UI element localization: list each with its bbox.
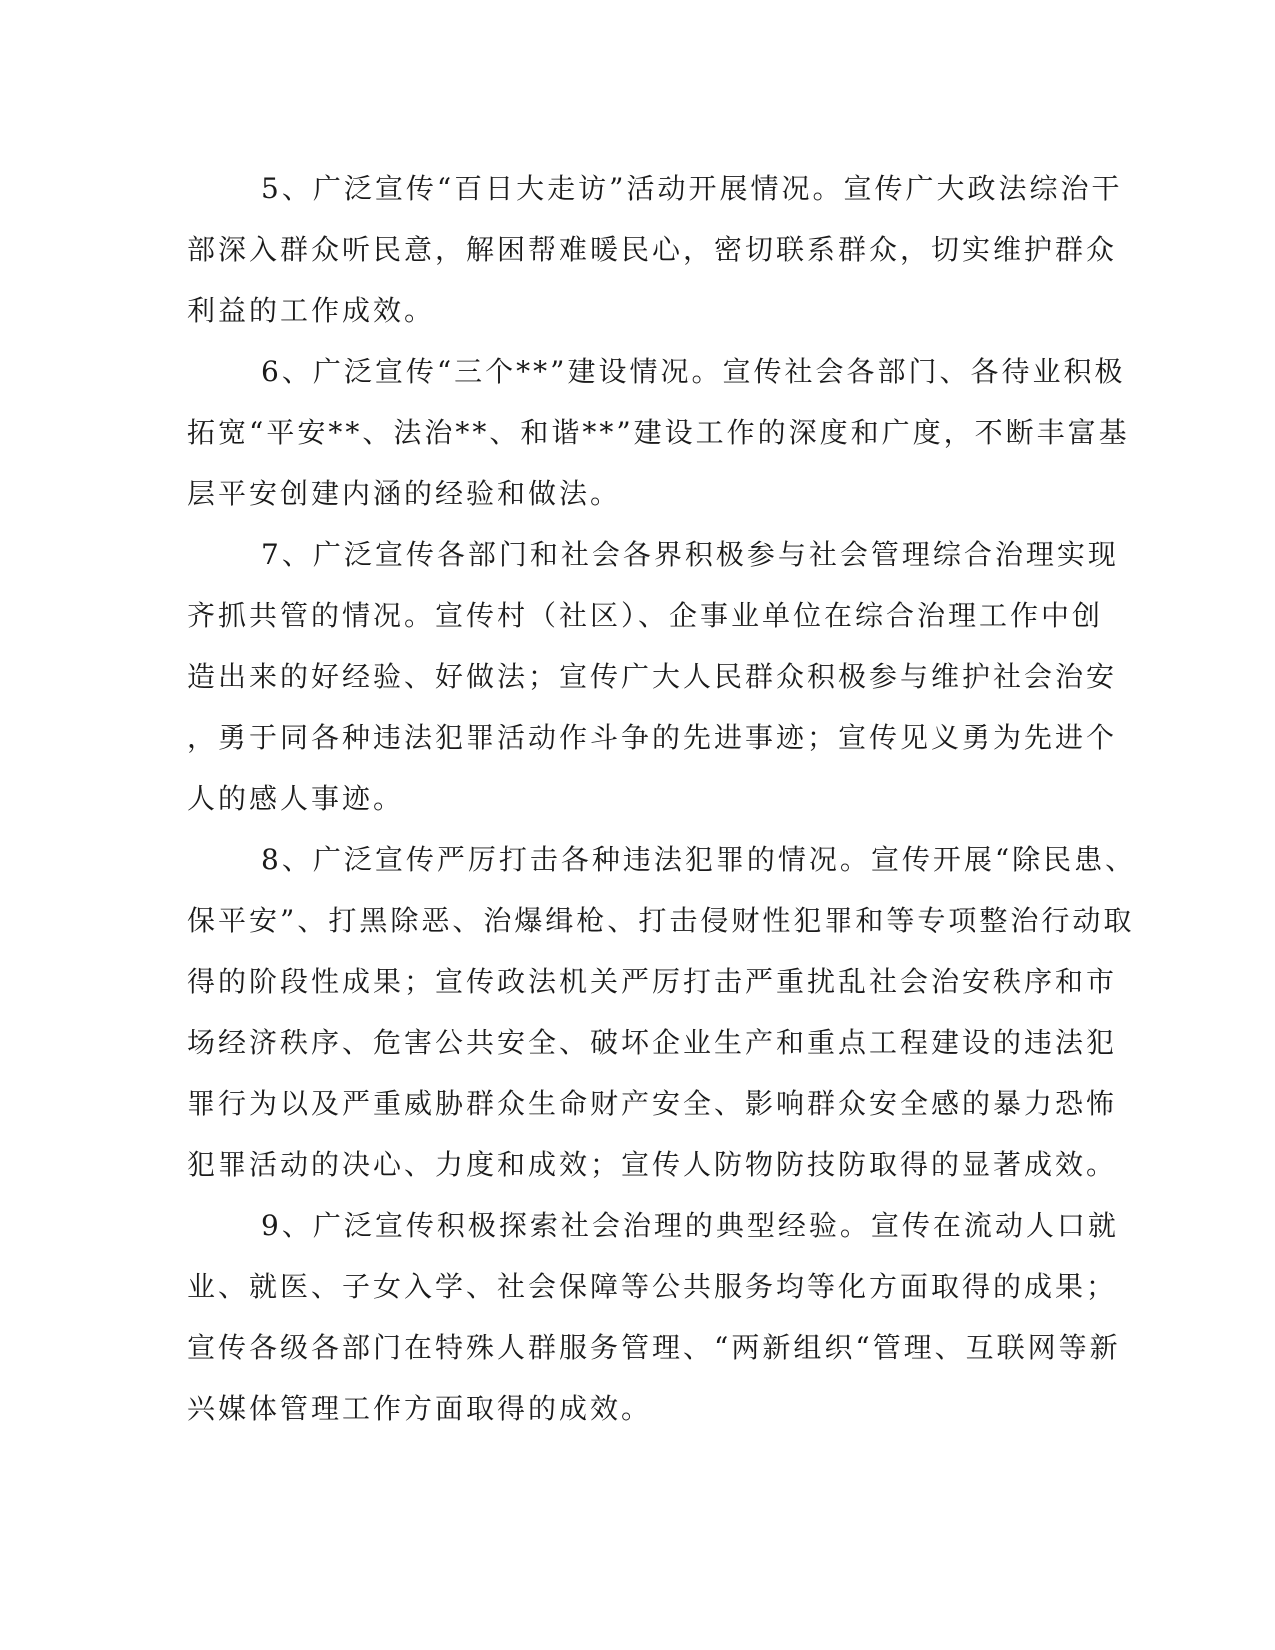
paragraph-line: 6、广泛宣传“三个**”建设情况。宣传社会各部门、各待业积极 bbox=[261, 355, 1126, 388]
paragraph-line: 罪行为以及严重威胁群众生命财产安全、影响群众安全感的暴力恐怖 bbox=[187, 1087, 1118, 1120]
paragraph-line: 犯罪活动的决心、力度和成效；宣传人防物防技防取得的显著成效。 bbox=[187, 1148, 1118, 1181]
paragraph-line: 8、广泛宣传严厉打击各种违法犯罪的情况。宣传开展“除民患、 bbox=[261, 843, 1137, 876]
paragraph-line: 拓宽“平安**、法治**、和谐**”建设工作的深度和广度，不断丰富基 bbox=[187, 416, 1130, 449]
paragraph-5 bbox=[187, 158, 1123, 341]
paragraph-line: 9、广泛宣传积极探索社会治理的典型经验。宣传在流动人口就 bbox=[261, 1209, 1119, 1242]
paragraph-line: 人的感人事迹。 bbox=[187, 782, 405, 815]
paragraph-7 bbox=[187, 524, 1119, 829]
paragraph-line: 7、广泛宣传各部门和社会各界积极参与社会管理综合治理实现 bbox=[261, 538, 1119, 571]
paragraph-line: 业、就医、子女入学、社会保障等公共服务均等化方面取得的成果； bbox=[187, 1270, 1118, 1303]
paragraph-line: 保平安”、打黑除恶、治爆缉枪、打击侵财性犯罪和等专项整治行动取 bbox=[187, 904, 1135, 937]
paragraph-line: ，勇于同各种违法犯罪活动作斗争的先进事迹；宣传见义勇为先进个 bbox=[187, 721, 1118, 754]
paragraph-line: 得的阶段性成果；宣传政法机关严厉打击严重扰乱社会治安秩序和市 bbox=[187, 965, 1118, 998]
paragraph-line: 场经济秩序、危害公共安全、破坏企业生产和重点工程建设的违法犯 bbox=[187, 1026, 1118, 1059]
paragraph-line: 5、广泛宣传“百日大走访”活动开展情况。宣传广大政法综治干 bbox=[261, 172, 1123, 205]
document-body bbox=[187, 158, 1137, 1439]
paragraph-line: 层平安创建内涵的经验和做法。 bbox=[187, 477, 622, 510]
paragraph-line: 齐抓共管的情况。宣传村（社区）、企事业单位在综合治理工作中创 bbox=[187, 599, 1104, 632]
paragraph-6 bbox=[187, 341, 1130, 524]
paragraph-line: 宣传各级各部门在特殊人群服务管理、“两新组织“管理、互联网等新 bbox=[187, 1331, 1121, 1364]
paragraph-line: 利益的工作成效。 bbox=[187, 294, 436, 327]
paragraph-line: 造出来的好经验、好做法；宣传广大人民群众积极参与维护社会治安 bbox=[187, 660, 1118, 693]
paragraph-8 bbox=[187, 829, 1137, 1195]
paragraph-line: 兴媒体管理工作方面取得的成效。 bbox=[187, 1392, 653, 1425]
paragraph-9 bbox=[187, 1195, 1121, 1439]
paragraph-line: 部深入群众听民意，解困帮难暖民心，密切联系群众，切实维护群众 bbox=[187, 233, 1118, 266]
